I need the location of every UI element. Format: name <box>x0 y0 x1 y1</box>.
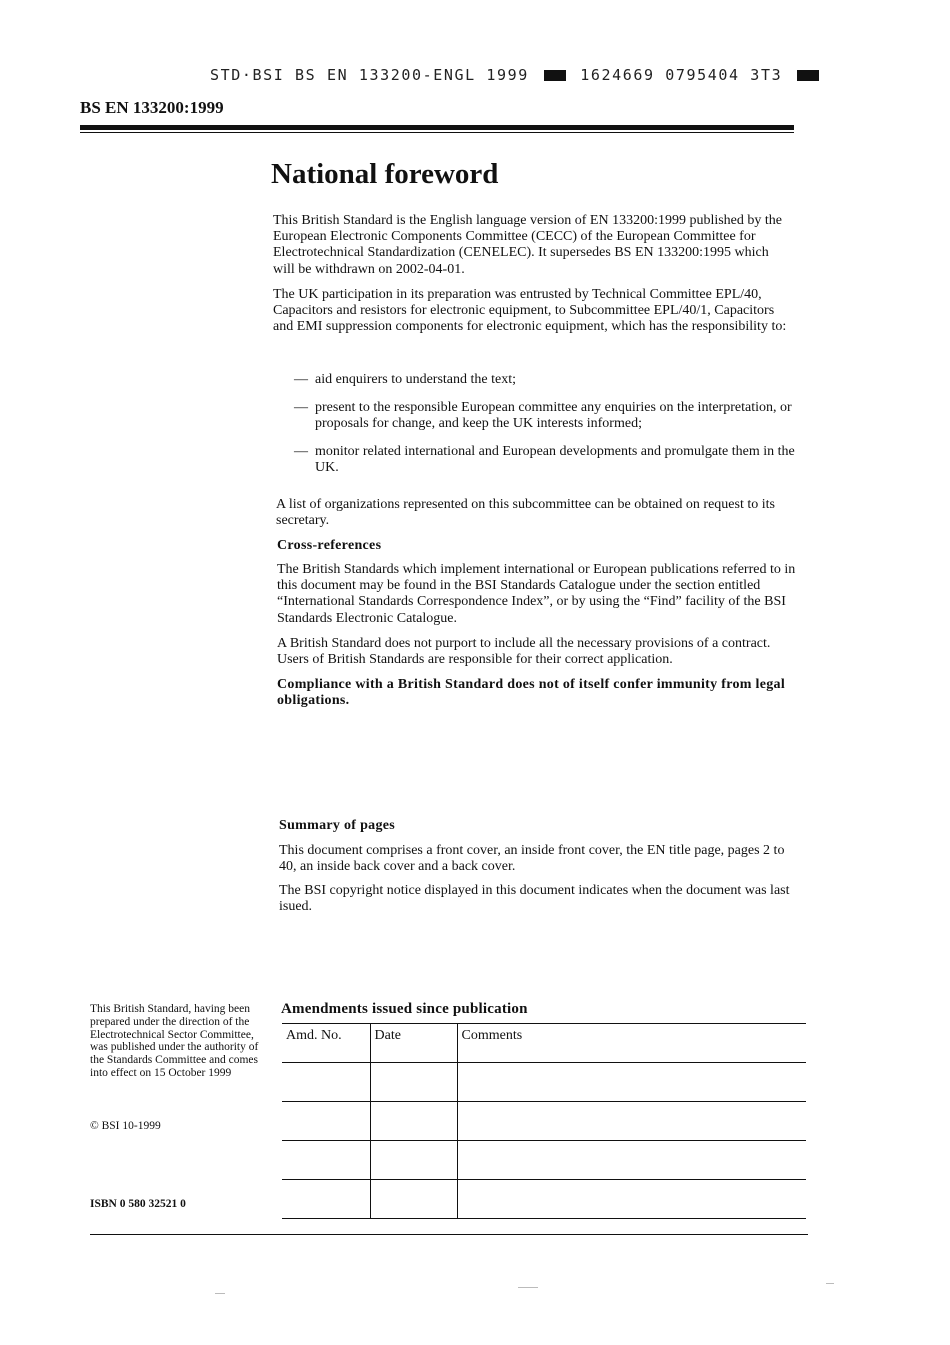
table-header-row <box>282 1024 806 1063</box>
bullet-dash: — <box>294 372 308 387</box>
cross-references-heading: Cross-references <box>277 538 382 553</box>
organizations-paragraph: A list of organizations represented on this subcommittee can be obtained on request to its secretary. <box>276 497 775 529</box>
column-header-amd-no: Amd. No. <box>282 1024 370 1063</box>
table-row <box>282 1063 806 1102</box>
table-cell <box>457 1063 806 1102</box>
table-cell <box>457 1102 806 1141</box>
table-cell <box>370 1180 457 1219</box>
bullet-text: aid enquirers to understand the text; <box>315 372 516 387</box>
scan-block-mark-end <box>797 70 819 81</box>
footer-rule <box>90 1234 808 1235</box>
header-rule-thin <box>80 132 794 133</box>
summary-heading: Summary of pages <box>279 818 396 833</box>
scan-speck <box>215 1293 225 1294</box>
table-row <box>282 1180 806 1219</box>
amendments-table <box>282 1023 806 1219</box>
table-cell <box>370 1141 457 1180</box>
summary-paragraph-2: The BSI copyright notice displayed in this document indicates when the document was last isued. <box>279 883 790 915</box>
column-header-comments: Comments <box>457 1024 806 1063</box>
publication-note: This British Standard, having been prepared under the direction of the Electrotechnical Sector Committee, was published under the authority of the Standards Committee and comes into effect on 15 October 1999 <box>90 1003 259 1079</box>
page-title: National foreword <box>271 158 499 190</box>
table-cell <box>370 1102 457 1141</box>
table-cell <box>370 1063 457 1102</box>
table-row <box>282 1141 806 1180</box>
bullet-dash: — <box>294 444 308 459</box>
document-id: BS EN 133200:1999 <box>80 98 224 117</box>
table-cell <box>282 1180 370 1219</box>
intro-paragraph-2: The UK participation in its preparation was entrusted by Technical Committee EPL/40, Capacitors and resistors for electronic equipment, to Subcommittee EPL/40/1, Capacitors and EMI suppression components for electronic equipment, which has the responsibility to: <box>273 287 787 335</box>
isbn: ISBN 0 580 32521 0 <box>90 1198 186 1210</box>
scan-header-line <box>210 66 823 84</box>
table-row <box>282 1102 806 1141</box>
scan-speck <box>518 1287 538 1288</box>
cross-references-paragraph: The British Standards which implement international or European publications referred to in this document may be found in the BSI Standards Catalogue under the section entitled “International Standards Correspondence Index”, or by using the “Find” facility of the BSI Standards Electronic Catalogue. <box>277 562 796 626</box>
scan-block-mark <box>544 70 566 81</box>
provisions-paragraph: A British Standard does not purport to include all the necessary provisions of a contract. Users of British Standards are responsible for their correct application. <box>277 636 771 668</box>
intro-paragraph-1: This British Standard is the English language version of EN 133200:1999 published by the European Electronic Components Committee (CECC) of the European Committee for Electrotechnical Standardization (CENELEC). It supersedes BS EN 133200:1995 which will be withdrawn on 2002-04-01. <box>273 213 782 277</box>
table-cell <box>282 1102 370 1141</box>
amendments-title: Amendments issued since publication <box>281 1001 528 1017</box>
summary-paragraph-1: This document comprises a front cover, an inside front cover, the EN title page, pages 2 to 40, an inside back cover and a back cover. <box>279 843 785 875</box>
table-cell <box>282 1063 370 1102</box>
scan-header-text: STD·BSI BS EN 133200-ENGL 1999 <box>210 66 529 84</box>
bullet-dash: — <box>294 400 308 415</box>
copyright-note: © BSI 10-1999 <box>90 1120 161 1132</box>
table-cell <box>282 1141 370 1180</box>
table-cell <box>457 1180 806 1219</box>
header-rule-thick <box>80 125 794 130</box>
bullet-text: present to the responsible European committee any enquiries on the interpretation, or proposals for change, and keep the UK interests informed; <box>315 400 792 432</box>
column-header-date: Date <box>370 1024 457 1063</box>
bullet-text: monitor related international and European developments and promulgate them in the UK. <box>315 444 795 476</box>
table-cell <box>457 1141 806 1180</box>
scan-speck <box>826 1283 834 1284</box>
compliance-statement: Compliance with a British Standard does not of itself confer immunity from legal obligations. <box>277 677 786 709</box>
scan-header-code: 1624669 0795404 3T3 <box>580 66 783 84</box>
